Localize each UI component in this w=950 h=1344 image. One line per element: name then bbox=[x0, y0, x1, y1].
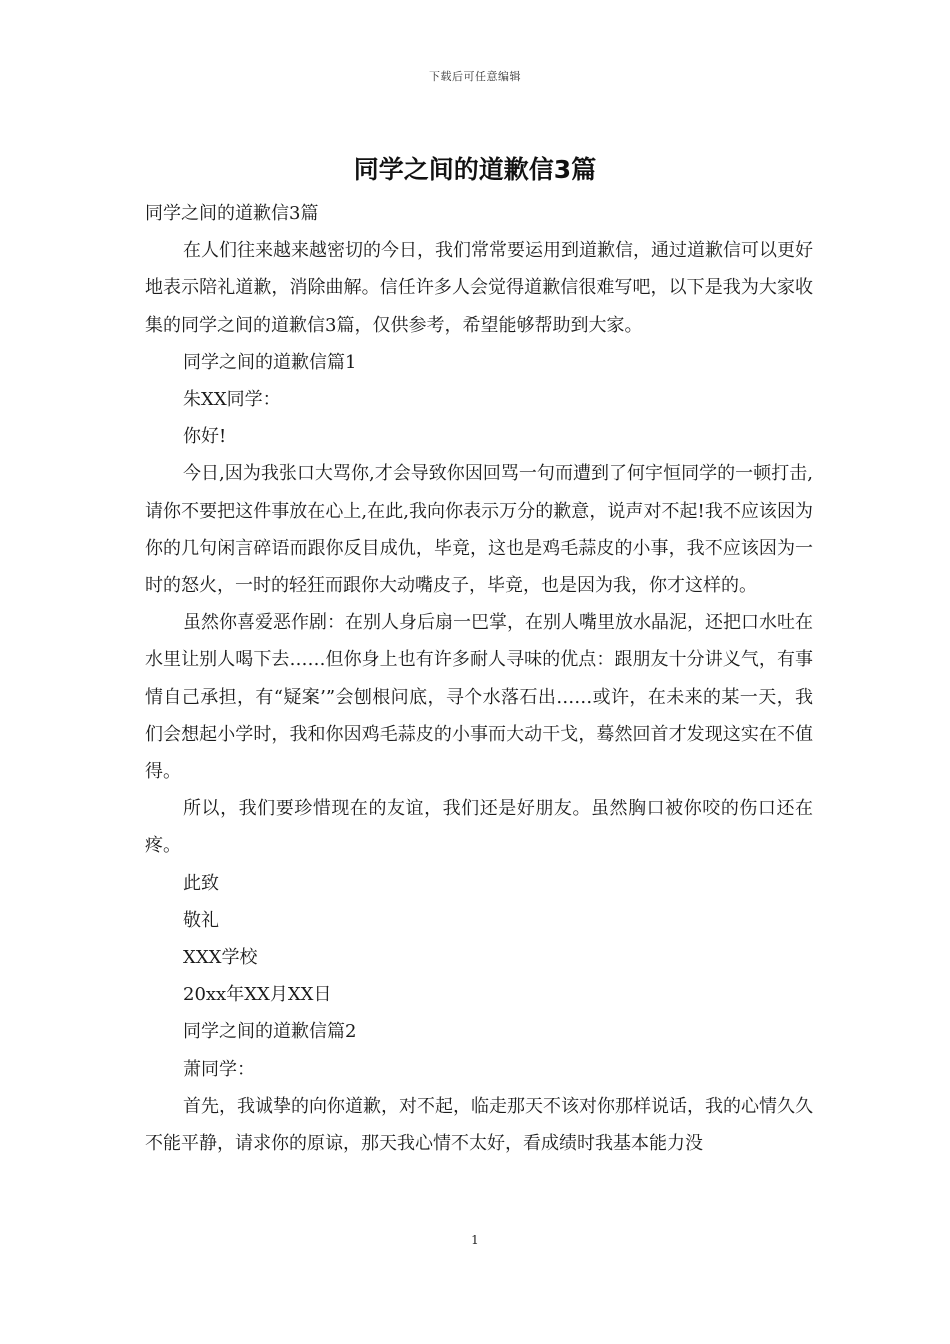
letter-1-paragraph-1: 今日,因为我张口大骂你,才会导致你因回骂一句而遭到了何宇恒同学的一顿打击,请你不要把这件事放在心上,在此,我向你表示万分的歉意，说声对不起!我不应该因为你的几句闲言碎语而跟你反目成仇，毕竟，这也是鸡毛蒜皮的小事，我不应该因为一时的怒火，一时的轻狂而跟你大动嘴皮子，毕竟，也是因为我，你才这样的。 bbox=[145, 463, 813, 597]
intro-paragraph: 在人们往来越来越密切的今日，我们常常要运用到道歉信，通过道歉信可以更好地表示陪礼道歉，消除曲解。信任许多人会觉得道歉信很难写吧，以下是我为大家收集的同学之间的道歉信3篇，仅供参考，希望能够帮助到大家。 bbox=[145, 240, 813, 336]
letter-1-paragraph-2: 虽然你喜爱恶作剧：在别人身后扇一巴掌，在别人嘴里放水晶泥，还把口水吐在水里让别人喝下去……但你身上也有许多耐人寻味的优点：跟朋友十分讲义气，有事情自己承担，有“疑案’”会刨根问底，寻个水落石出……或许，在未来的某一天，我们会想起小学时，我和你因鸡毛蒜皮的小事而大动干戈，蓦然回首才发现这实在不值得。 bbox=[145, 612, 813, 783]
header-note: 下载后可任意编辑 bbox=[429, 70, 521, 83]
page-number: 1 bbox=[471, 1233, 479, 1247]
closing-ci-zhi: 此致 bbox=[183, 872, 219, 894]
closing-jing-li: 敬礼 bbox=[183, 909, 219, 931]
document-body bbox=[145, 195, 813, 1162]
greeting-1: 你好! bbox=[183, 426, 227, 448]
signature-date: 20xx年XX月XX日 bbox=[183, 984, 332, 1006]
signature-school: XXX学校 bbox=[183, 947, 258, 969]
subtitle-line: 同学之间的道歉信3篇 bbox=[145, 203, 319, 224]
letter-heading-2: 同学之间的道歉信篇2 bbox=[183, 1021, 357, 1043]
letter-heading-1: 同学之间的道歉信篇1 bbox=[183, 351, 357, 373]
salutation-2: 萧同学： bbox=[183, 1058, 255, 1080]
document-title: 同学之间的道歉信3篇 bbox=[353, 155, 597, 184]
salutation-1: 朱XX同学： bbox=[183, 389, 281, 411]
letter-2-paragraph-1: 首先，我诚挚的向你道歉，对不起，临走那天不该对你那样说话，我的心情久久不能平静，请求你的原谅，那天我心情不太好，看成绩时我基本能力没 bbox=[145, 1095, 813, 1155]
letter-1-paragraph-3: 所以，我们要珍惜现在的友谊，我们还是好朋友。虽然胸口被你咬的伤口还在疼。 bbox=[145, 798, 813, 857]
